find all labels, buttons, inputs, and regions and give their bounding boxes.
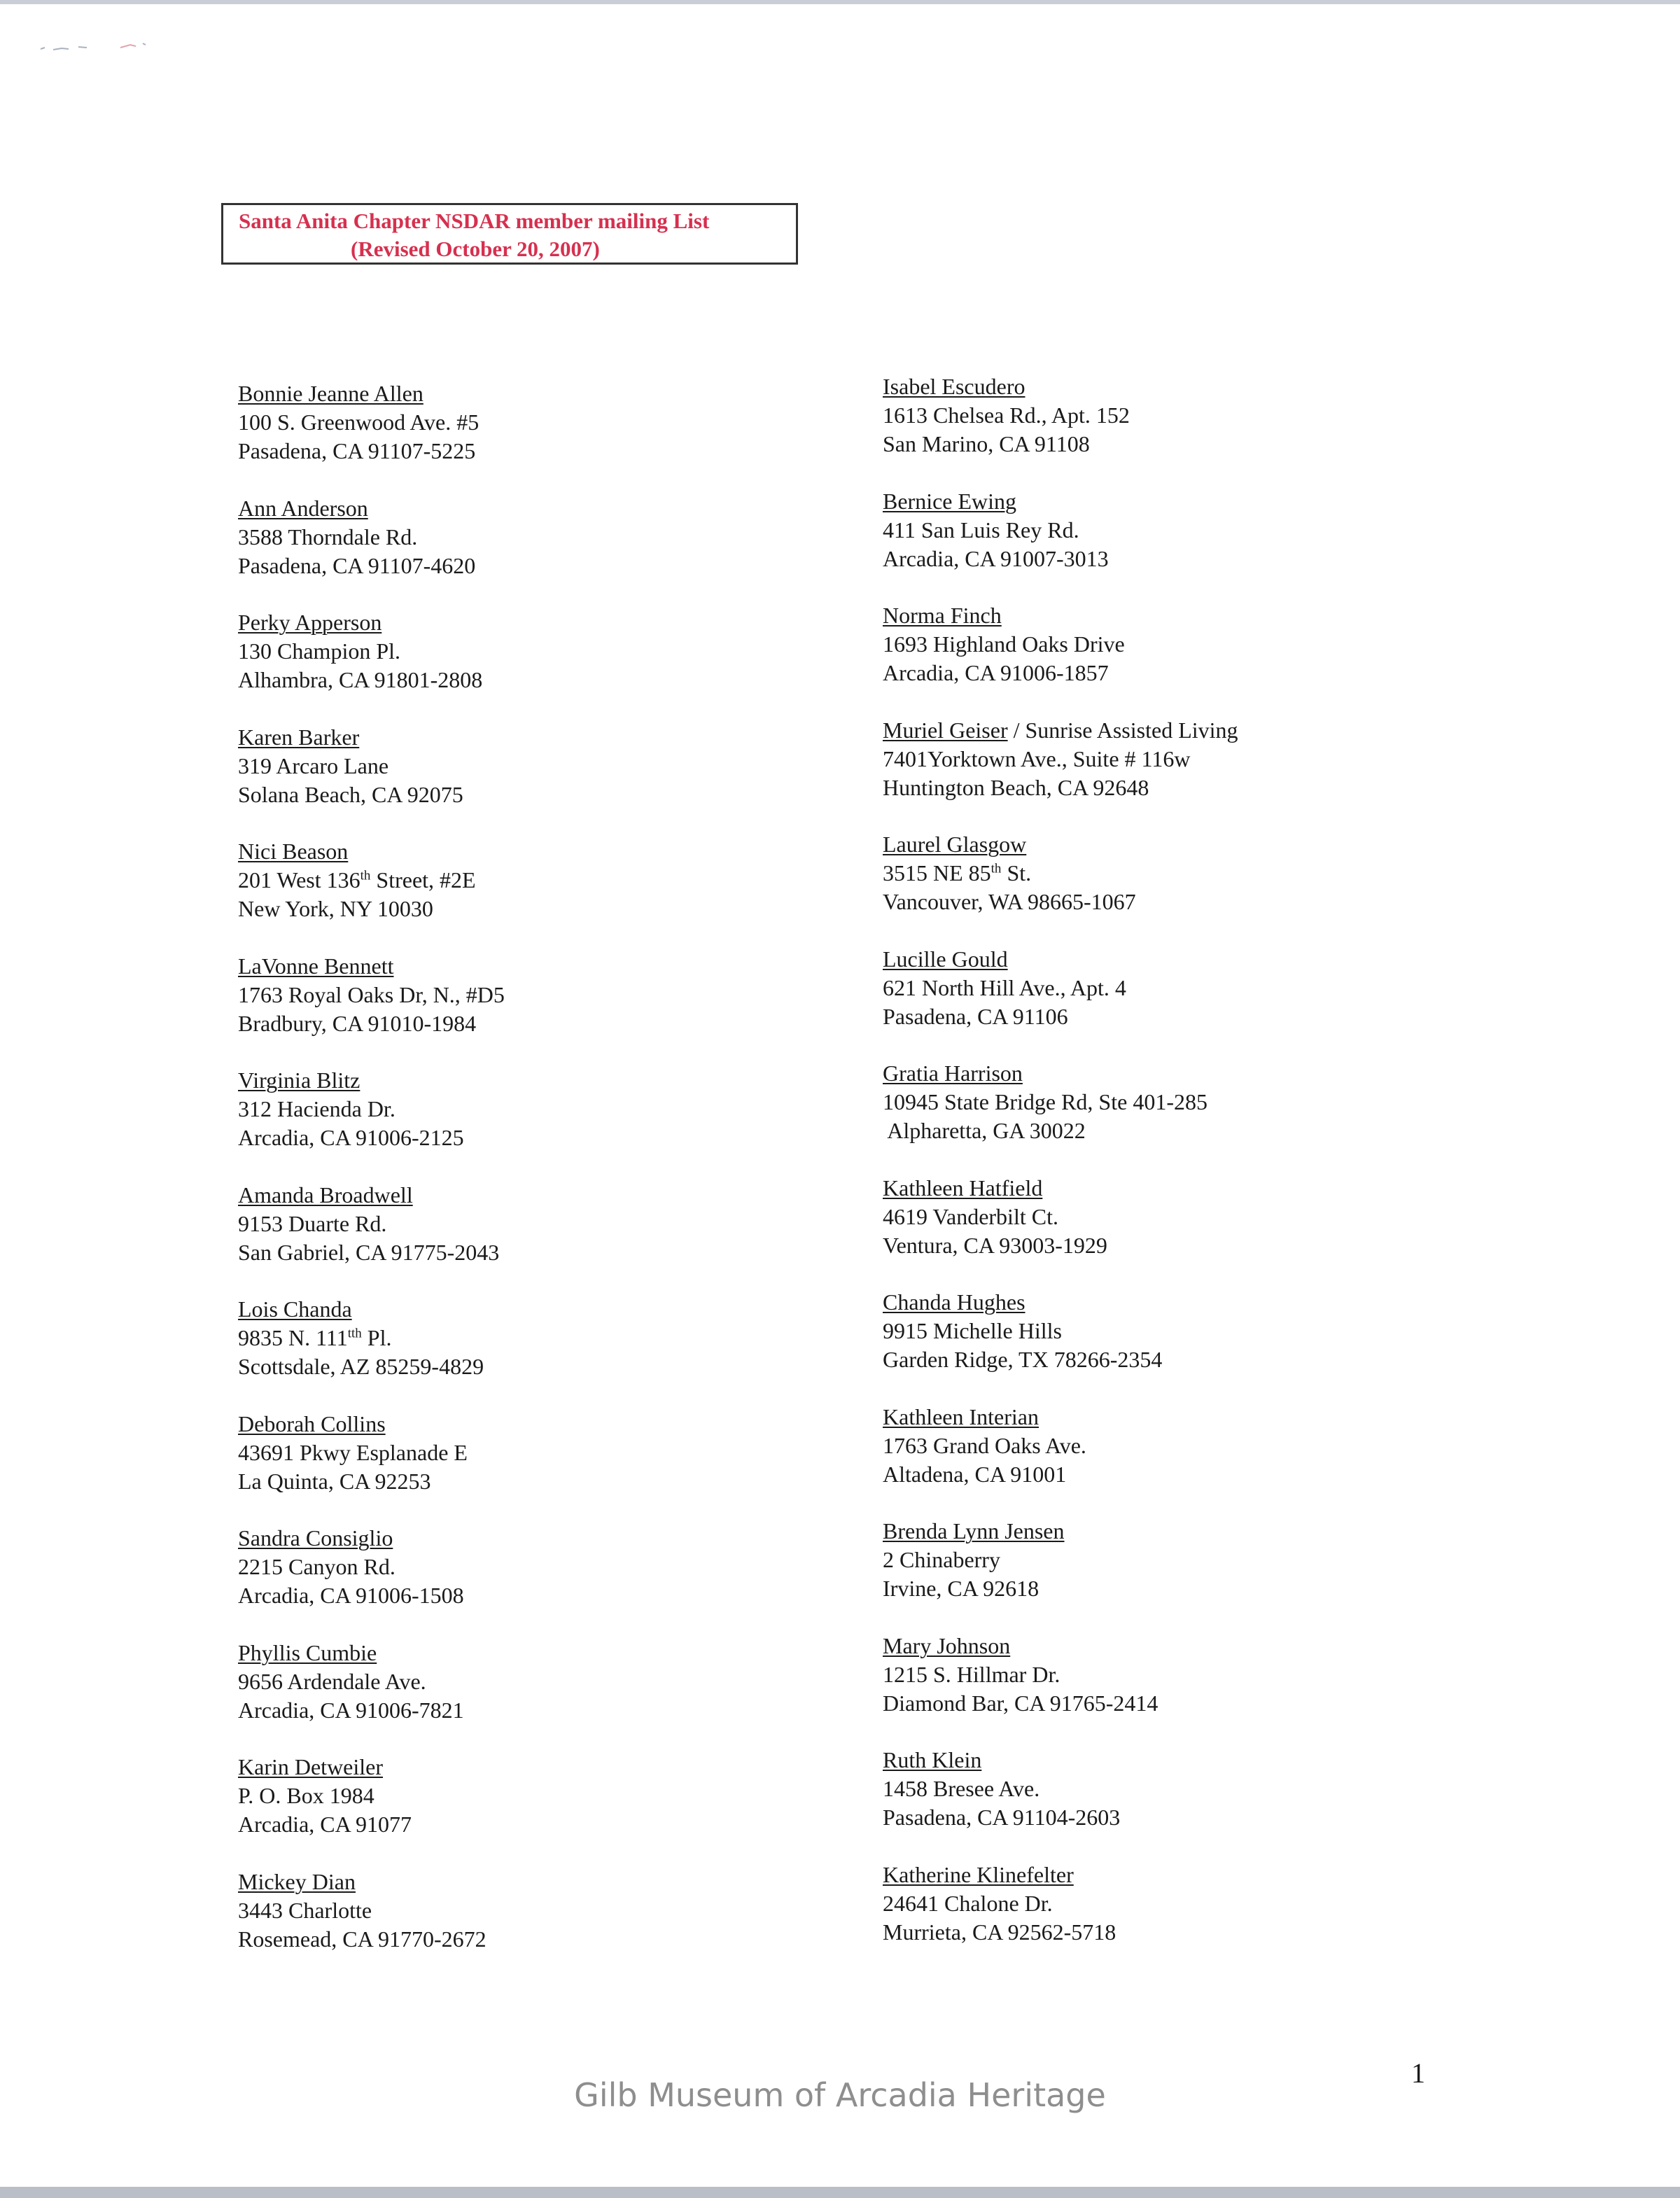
- member-street: 9835 N. $111^{tth}$ Pl.: [238, 1325, 392, 1350]
- member-city: Ventura, CA 93003-1929: [883, 1232, 1107, 1258]
- member-city: La Quinta, CA 92253: [238, 1468, 431, 1494]
- member-name: Muriel Geiser: [883, 717, 1008, 743]
- member-name: Nici Beason: [238, 839, 349, 864]
- member-city: San Gabriel, CA 91775-2043: [238, 1239, 500, 1265]
- member-name: Karin Detweiler: [238, 1754, 384, 1779]
- member-city: Arcadia, CA 91006-2125: [238, 1125, 464, 1150]
- member-entry: [238, 837, 770, 952]
- member-entry: [238, 1639, 770, 1754]
- member-city: New York, NY 10030: [238, 896, 433, 921]
- member-name: Karen Barker: [238, 724, 360, 750]
- member-name: Lucille Gould: [883, 946, 1008, 972]
- member-name: Phyllis Cumbie: [238, 1639, 377, 1665]
- member-entry: [883, 1632, 1415, 1746]
- member-entry: [238, 379, 770, 494]
- member-street: 9915 Michelle Hills: [883, 1318, 1062, 1343]
- member-city: San Marino, CA 91108: [883, 431, 1090, 456]
- member-street: 1458 Bresee Ave.: [883, 1776, 1040, 1801]
- page-number: 1: [1411, 2057, 1425, 2089]
- member-entry: [238, 608, 770, 723]
- member-entry: [883, 945, 1415, 1060]
- member-name: Perky Apperson: [238, 610, 382, 635]
- member-entry: [883, 1403, 1415, 1518]
- member-entry: [883, 1861, 1415, 1975]
- member-entry: [238, 1868, 770, 1982]
- member-city: Pasadena, CA 91104-2603: [883, 1805, 1121, 1830]
- member-city: Murrieta, CA 92562-5718: [883, 1919, 1116, 1945]
- member-street: 319 Arcaro Lane: [238, 752, 389, 778]
- right-member-column: [883, 372, 1415, 1975]
- member-street: P. O. Box 1984: [238, 1783, 374, 1808]
- member-street: 621 North Hill Ave., Apt. 4: [883, 974, 1126, 1000]
- member-city: Arcadia, CA 91007-3013: [883, 545, 1109, 571]
- member-street: 201 West 136th Street, #2E: [238, 867, 476, 892]
- member-name: Deborah Collins: [238, 1410, 386, 1436]
- member-street: 24641 Chalone Dr.: [883, 1890, 1053, 1916]
- member-street: 1693 Highland Oaks Drive: [883, 631, 1125, 657]
- member-residence-note: / Sunrise Assisted Living: [1007, 717, 1238, 743]
- member-entry: [238, 1066, 770, 1181]
- member-entry: [883, 1059, 1415, 1174]
- member-street: 100 S. Greenwood Ave. #5: [238, 410, 479, 435]
- member-entry: [238, 1181, 770, 1296]
- member-entry: [238, 952, 770, 1067]
- member-city: Arcadia, CA 91077: [238, 1812, 412, 1837]
- member-city: Huntington Beach, CA 92648: [883, 774, 1149, 800]
- member-name: Amanda Broadwell: [238, 1182, 413, 1208]
- member-entry: [883, 1288, 1415, 1403]
- member-street: 3588 Thorndale Rd.: [238, 524, 418, 550]
- member-street: 1215 S. Hillmar Dr.: [883, 1661, 1060, 1687]
- member-street: 3515 NE 85th St.: [883, 860, 1032, 886]
- member-entry: [883, 1174, 1415, 1289]
- member-name: Chanda Hughes: [883, 1289, 1026, 1315]
- member-name: Brenda Lynn Jensen: [883, 1518, 1065, 1544]
- member-city: Diamond Bar, CA 91765-2414: [883, 1690, 1158, 1716]
- member-street: 1763 Grand Oaks Ave.: [883, 1432, 1086, 1458]
- member-street: 2 Chinaberry: [883, 1547, 1000, 1572]
- member-entry: [238, 1410, 770, 1525]
- member-street: 130 Champion Pl.: [238, 638, 401, 664]
- member-name: Mary Johnson: [883, 1632, 1011, 1658]
- member-city: Solana Beach, CA 92075: [238, 781, 463, 807]
- member-name: Lois Chanda: [238, 1296, 352, 1322]
- member-name: Virginia Blitz: [238, 1068, 360, 1093]
- member-city: Alpharetta, GA 30022: [883, 1118, 1086, 1143]
- member-city: Arcadia, CA 91006-7821: [238, 1697, 464, 1723]
- member-name: Sandra Consiglio: [238, 1525, 393, 1550]
- member-entry: [238, 1295, 770, 1410]
- page-bottom-edge: [0, 2187, 1680, 2198]
- member-city: Irvine, CA 92618: [883, 1576, 1040, 1601]
- member-name: Bonnie Jeanne Allen: [238, 381, 424, 406]
- document-title: Santa Anita Chapter NSDAR member mailing List: [239, 209, 710, 233]
- member-street: 4619 Vanderbilt Ct.: [883, 1203, 1058, 1229]
- member-name: Bernice Ewing: [883, 488, 1017, 514]
- member-city: Scottsdale, AZ 85259-4829: [238, 1354, 484, 1379]
- member-entry: [238, 723, 770, 838]
- document-title-box: [221, 203, 798, 265]
- member-city: Rosemead, CA 91770-2672: [238, 1926, 486, 1952]
- member-entry: [883, 830, 1415, 945]
- member-name: Ann Anderson: [238, 495, 368, 521]
- member-entry: [883, 1746, 1415, 1861]
- member-city: Arcadia, CA 91006-1857: [883, 660, 1109, 685]
- member-city: Pasadena, CA 91107-5225: [238, 438, 476, 463]
- member-street: 43691 Pkwy Esplanade E: [238, 1439, 468, 1465]
- member-entry: [883, 601, 1415, 716]
- member-entry: [238, 1753, 770, 1868]
- member-name: Laurel Glasgow: [883, 832, 1027, 857]
- member-street: 312 Hacienda Dr.: [238, 1096, 396, 1121]
- member-entry: [238, 1524, 770, 1639]
- member-city: Vancouver, WA 98665-1067: [883, 889, 1136, 914]
- member-city: Pasadena, CA 91106: [883, 1003, 1068, 1029]
- member-name: Kathleen Hatfield: [883, 1175, 1043, 1200]
- member-street: 7401Yorktown Ave., Suite # 116w: [883, 746, 1191, 771]
- member-entry: [883, 487, 1415, 602]
- member-name: Katherine Klinefelter: [883, 1861, 1074, 1887]
- scan-mark-graphic: [38, 41, 150, 55]
- member-city: Alhambra, CA 91801-2808: [238, 667, 483, 692]
- member-name: Gratia Harrison: [883, 1060, 1023, 1086]
- member-city: Bradbury, CA 91010-1984: [238, 1010, 477, 1036]
- member-name: Isabel Escudero: [883, 374, 1026, 399]
- revision-date: (Revised October 20, 2007): [351, 237, 600, 261]
- left-member-column: [238, 379, 770, 1982]
- member-street: 1613 Chelsea Rd., Apt. 152: [883, 402, 1130, 428]
- member-entry: [883, 716, 1415, 831]
- member-street: 10945 State Bridge Rd, Ste 401-285: [883, 1089, 1208, 1114]
- member-city: Pasadena, CA 91107-4620: [238, 552, 476, 578]
- member-name: LaVonne Bennett: [238, 953, 394, 979]
- member-name: Norma Finch: [883, 603, 1002, 628]
- member-street: 9153 Duarte Rd.: [238, 1210, 387, 1236]
- member-street: 2215 Canyon Rd.: [238, 1554, 396, 1579]
- member-name: Mickey Dian: [238, 1868, 356, 1894]
- member-name: Kathleen Interian: [883, 1404, 1039, 1429]
- member-entry: [238, 494, 770, 609]
- page-top-edge: [0, 0, 1680, 4]
- member-street: 411 San Luis Rey Rd.: [883, 517, 1079, 542]
- watermark-text: Gilb Museum of Arcadia Heritage: [574, 2076, 1106, 2114]
- member-city: Arcadia, CA 91006-1508: [238, 1583, 464, 1608]
- member-city: Garden Ridge, TX 78266-2354: [883, 1347, 1163, 1372]
- member-name: Ruth Klein: [883, 1747, 982, 1772]
- member-street: 1763 Royal Oaks Dr, N., #D5: [238, 981, 505, 1007]
- member-street: 3443 Charlotte: [238, 1897, 372, 1923]
- member-entry: [883, 1517, 1415, 1632]
- member-city: Altadena, CA 91001: [883, 1461, 1067, 1487]
- member-street: 9656 Ardendale Ave.: [238, 1668, 426, 1694]
- member-entry: [883, 372, 1415, 487]
